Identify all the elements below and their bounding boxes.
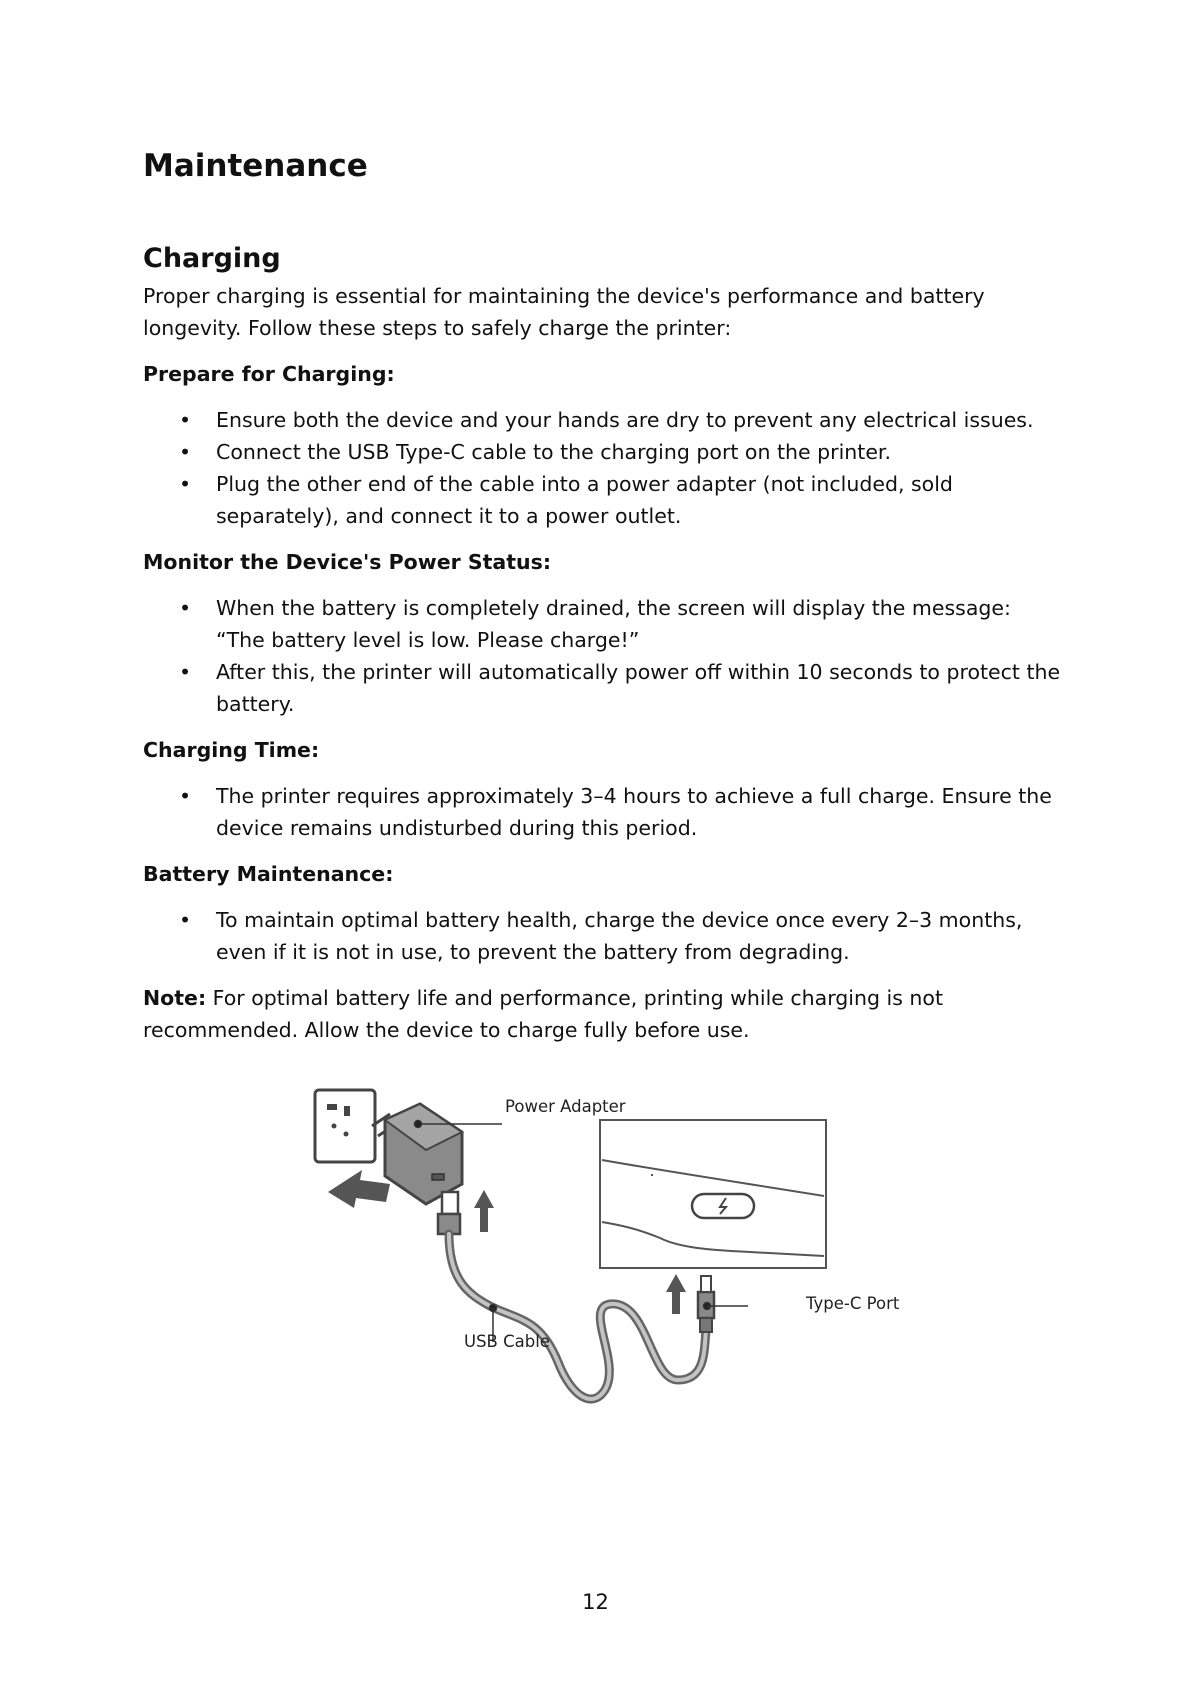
usb-a-plug-icon bbox=[438, 1192, 460, 1234]
up-arrow-icon bbox=[666, 1274, 686, 1314]
bullet-icon: • bbox=[179, 908, 192, 932]
list-item: • When the battery is completely drained, the screen will display the message: “The battery level is low. Please charge!” bbox=[143, 592, 1063, 656]
bullet-icon: • bbox=[179, 440, 192, 464]
push-arrow-icon bbox=[328, 1170, 390, 1208]
charging-heading: Charging bbox=[143, 243, 281, 274]
charging-illustration bbox=[280, 1080, 940, 1420]
page-number: 12 bbox=[582, 1590, 609, 1614]
power-adapter-icon bbox=[385, 1104, 462, 1204]
charging-intro: Proper charging is essential for maintaining the device's performance and battery longevity. Follow these steps to safely charge the printer: bbox=[143, 284, 985, 340]
type-c-port-callout bbox=[704, 1303, 749, 1310]
section-heading-power-status: Monitor the Device's Power Status: bbox=[143, 550, 552, 574]
note bbox=[143, 982, 1063, 1046]
list-item: • Connect the USB Type-C cable to the charging port on the printer. bbox=[143, 436, 1063, 468]
bullet-icon: • bbox=[179, 408, 192, 432]
low-battery-message: “The battery level is low. Please charge!” bbox=[216, 628, 640, 652]
page-content bbox=[143, 140, 1063, 1046]
bullet-icon: • bbox=[179, 596, 192, 620]
section-heading-prepare: Prepare for Charging: bbox=[143, 362, 395, 386]
bullet-icon: • bbox=[179, 784, 192, 808]
section-heading-charging-time: Charging Time: bbox=[143, 738, 320, 762]
list-item: • Plug the other end of the cable into a power adapter (not included, sold separately), and connect it to a power outlet. bbox=[143, 468, 1063, 532]
charging-diagram bbox=[280, 1080, 940, 1420]
bullet-icon: • bbox=[179, 472, 192, 496]
wall-outlet-icon bbox=[315, 1090, 375, 1162]
page-title: Maintenance bbox=[143, 148, 368, 184]
note-label: Note: bbox=[143, 986, 207, 1010]
prepare-list bbox=[143, 404, 1063, 532]
list-item: • To maintain optimal battery health, charge the device once every 2–3 months, even if it is not in use, to prevent the battery from degrading. bbox=[143, 904, 1063, 968]
charging-time-list bbox=[143, 780, 1063, 844]
battery-maintenance-list bbox=[143, 904, 1063, 968]
note-text: For optimal battery life and performance, printing while charging is not recommended. Allow the device to charge fully before use. bbox=[143, 986, 943, 1042]
power-adapter-label: Power Adapter bbox=[505, 1097, 626, 1116]
usb-cable-label: USB Cable bbox=[464, 1332, 550, 1351]
list-item: • The printer requires approximately 3–4 hours to achieve a full charge. Ensure the device remains undisturbed during this period. bbox=[143, 780, 1063, 844]
power-status-list bbox=[143, 592, 1063, 720]
list-item: • After this, the printer will automatically power off within 10 seconds to protect the battery. bbox=[143, 656, 1063, 720]
section-heading-battery-maintenance: Battery Maintenance: bbox=[143, 862, 394, 886]
type-c-port-label: Type-C Port bbox=[806, 1294, 900, 1313]
list-item: • Ensure both the device and your hands are dry to prevent any electrical issues. bbox=[143, 404, 1063, 436]
up-arrow-icon bbox=[474, 1190, 494, 1232]
printer-closeup-icon bbox=[600, 1120, 826, 1268]
bullet-icon: • bbox=[179, 660, 192, 684]
